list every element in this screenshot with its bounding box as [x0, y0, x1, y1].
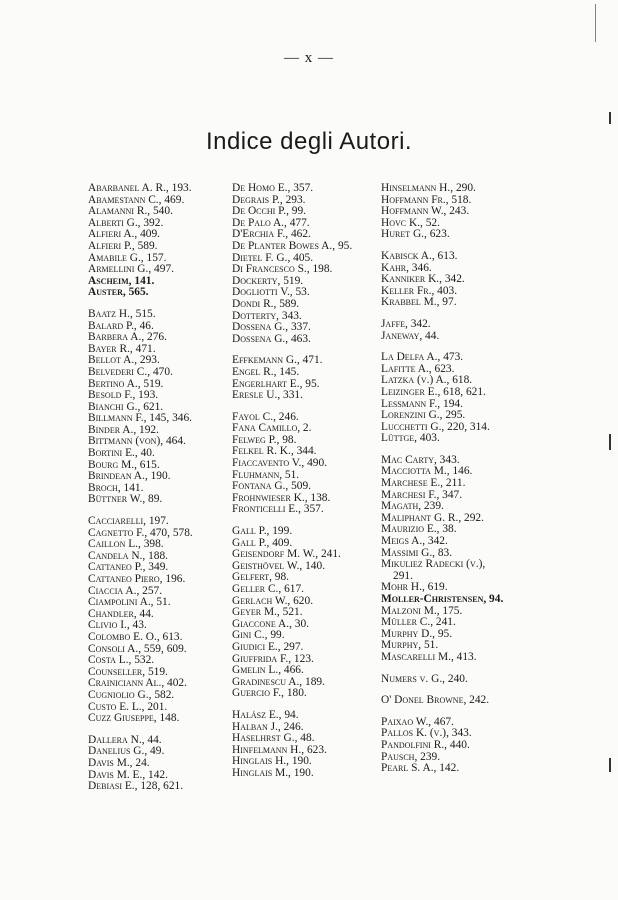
- index-entry: Alberti G., 392.: [88, 216, 164, 229]
- index-entry: Pearl S. A., 142.: [381, 762, 460, 775]
- index-entry: Broch, 141.: [88, 481, 144, 494]
- index-entry: Cuzz Giuseppe, 148.: [88, 712, 180, 725]
- index-entry: Di Francesco S., 198.: [232, 263, 333, 276]
- index-entry: Geller C., 617.: [232, 583, 305, 595]
- index-entry: Caillon L., 398.: [88, 538, 164, 551]
- scan-edge-mark: [595, 4, 596, 42]
- index-entry: Baatz H., 515.: [88, 307, 156, 320]
- index-entry: Dockerty, 519.: [232, 274, 304, 287]
- index-entry: Lafitte A., 623.: [381, 362, 455, 375]
- index-entry: Belvederi C., 470.: [88, 365, 173, 378]
- index-entry: Haselhrst G., 48.: [232, 732, 315, 745]
- index-entry: Hinselmann H., 290.: [381, 182, 476, 194]
- index-entry: Murphy D., 95.: [381, 627, 453, 640]
- index-entry: Magath, 239.: [381, 500, 444, 513]
- index-entry: Engerlhart E., 95.: [232, 377, 320, 390]
- index-entry: Auster, 565.: [88, 286, 149, 299]
- index-entry: Fontana G., 509.: [232, 480, 312, 493]
- index-entry: Pausch, 239.: [381, 750, 441, 763]
- index-entry: Dossena G., 337.: [232, 321, 311, 334]
- index-entry: De Occhi P., 99.: [232, 205, 306, 218]
- index-entry: O' Donel Browne, 242.: [381, 694, 490, 707]
- index-entry: Huret G., 623.: [381, 228, 450, 241]
- index-entry: Counseller, 519.: [88, 665, 168, 678]
- index-entry: Dietel F. G., 405.: [232, 251, 314, 264]
- index-entry: Meigs A., 342.: [381, 535, 448, 548]
- index-entry: Alamanni R., 540.: [88, 205, 173, 218]
- index-entry: La Delfa A., 473.: [381, 351, 464, 364]
- index-entry: Armellini G., 497.: [88, 263, 174, 276]
- index-entry: Degrais P., 293.: [232, 193, 306, 206]
- index-entry: Hoffmann W., 243.: [381, 205, 470, 218]
- index-entry: Davis M. E., 142.: [88, 768, 168, 781]
- index-entry: Consoli A., 559, 609.: [88, 642, 187, 655]
- index-entry: Bayer R., 471.: [88, 342, 156, 355]
- index-entry: Kabisck A., 613.: [381, 249, 458, 262]
- index-entry: Hinfelmann H., 623.: [232, 743, 327, 756]
- index-entry: Chandler, 44.: [88, 607, 154, 620]
- index-entry: Fana Camillo, 2.: [232, 422, 312, 435]
- index-column-1: [88, 183, 228, 793]
- index-entry: Eresle U., 331.: [232, 389, 303, 402]
- index-entry: Lucchetti G., 220, 314.: [381, 420, 490, 433]
- index-entry: Leizinger E., 618, 621.: [381, 385, 486, 398]
- index-entry: Gall P., 409.: [232, 536, 293, 549]
- index-entry: Bourg M., 615.: [88, 458, 160, 471]
- index-entry: Büttner W., 89.: [88, 493, 163, 506]
- index-entry: Bianchi G., 621.: [88, 400, 164, 413]
- index-entry: Gelfert, 98.: [232, 571, 290, 584]
- index-entry: Macciotta M., 146.: [381, 465, 473, 478]
- index-entry: Gerlach W., 620.: [232, 594, 314, 607]
- index-entry: Geisthövel W., 140.: [232, 559, 326, 572]
- index-entry: Geisendorf M. W., 241.: [232, 548, 341, 561]
- index-entry: Gradinescu A., 189.: [232, 675, 325, 688]
- index-entry: Marchese E., 211.: [381, 477, 466, 490]
- scan-edge-mark: [609, 758, 611, 772]
- index-entry: Felweg P., 98.: [232, 433, 297, 446]
- index-entry: Maurizio E., 38.: [381, 523, 457, 536]
- index-entry: Billmann F., 145, 346.: [88, 412, 193, 425]
- index-entry: Danelius G., 49.: [88, 745, 165, 758]
- index-entry: Fronticelli E., 357.: [232, 503, 324, 516]
- index-entry: Gmelin L., 466.: [232, 664, 304, 677]
- index-entry: Ciampolini A., 51.: [88, 596, 171, 609]
- index-entry: Cattaneo Piero, 196.: [88, 573, 186, 585]
- index-entry: Mikuliez Radecki (v.),: [381, 558, 486, 571]
- index-entry: Hoffmann Fr., 518.: [381, 193, 472, 206]
- index-entry: Abarbanel A. R., 193.: [88, 182, 192, 194]
- index-entry: Cagnetto F., 470, 578.: [88, 526, 193, 539]
- index-entry: Engel R., 145.: [232, 365, 300, 378]
- index-entry: Halban J., 246.: [232, 720, 304, 733]
- page-title: Indice degli Autori.: [205, 128, 413, 155]
- index-entry: Hinglais H., 190.: [232, 755, 312, 768]
- index-entry: Dotterty, 343.: [232, 309, 302, 322]
- index-entry: Bellot A., 293.: [88, 354, 160, 367]
- index-entry: Dallera N., 44.: [88, 733, 162, 746]
- index-entry: Balard P., 46.: [88, 319, 154, 332]
- index-entry: Cacciarelli, 197.: [88, 515, 169, 528]
- index-entry: Mohr H., 619.: [381, 581, 448, 594]
- index-entry: Paixao W., 467.: [381, 715, 454, 728]
- index-entry: Cugniolio G., 582.: [88, 688, 175, 701]
- index-entry: Barbera A., 276.: [88, 331, 167, 344]
- index-entry: Hovc K., 52.: [381, 216, 440, 229]
- index-entry: De Homo E., 357.: [232, 182, 314, 194]
- index-entry: Alfieri A., 409.: [88, 228, 161, 241]
- index-entry: Pallos K. (v.), 343.: [381, 727, 472, 740]
- index-entry: Bertino A., 519.: [88, 377, 164, 390]
- index-entry: Pandolfini R., 440.: [381, 738, 470, 751]
- index-entry: Dogliotti V., 53.: [232, 286, 310, 299]
- index-entry: Murphy, 51.: [381, 639, 439, 652]
- index-entry: Geyer M., 521.: [232, 606, 303, 619]
- index-entry: Effkemann G., 471.: [232, 354, 323, 367]
- index-entry: D'Erchia F., 462.: [232, 228, 311, 241]
- scan-edge-mark: [609, 112, 611, 124]
- index-entry: Müller C., 241.: [381, 616, 456, 629]
- index-entry: Giaccone A., 30.: [232, 617, 310, 630]
- index-entry: Numers v. G., 240.: [381, 672, 468, 685]
- index-entry: Malzoni M., 175.: [381, 604, 463, 617]
- index-entry: Alfieri P., 589.: [88, 239, 158, 252]
- index-entry: Abamestann C., 469.: [88, 193, 185, 206]
- index-entry: Bittmann (von), 464.: [88, 435, 186, 448]
- index-entry: Latzka (v.) A., 618.: [381, 374, 473, 387]
- index-entry: Ciaccia A., 257.: [88, 584, 163, 597]
- index-entry: Guercio F., 180.: [232, 687, 307, 700]
- index-entry: Ascheim, 141.: [88, 274, 155, 287]
- index-entry: Besold F., 193.: [88, 389, 159, 402]
- index-entry: Binder A., 192.: [88, 423, 159, 436]
- index-entry: Lessmann F., 194.: [381, 397, 463, 410]
- index-entry: Brindean A., 190.: [88, 470, 171, 483]
- index-entry: Jaffe, 342.: [381, 317, 431, 330]
- index-entry: Moller-Christensen, 94.: [381, 593, 504, 605]
- index-entry: Bortini E., 40.: [88, 447, 155, 460]
- index-entry: Lorenzini G., 295.: [381, 409, 466, 422]
- index-entry: Halász E., 94.: [232, 708, 299, 721]
- index-entry: Hinglais M., 190.: [232, 766, 314, 779]
- index-entry: Massimi G., 83.: [381, 546, 453, 559]
- index-entry: Debiasi E., 128, 621.: [88, 780, 184, 793]
- index-entry: Frohnwieser K., 138.: [232, 491, 331, 504]
- page-number: — x —: [284, 50, 334, 66]
- index-entry: Mascarelli M., 413.: [381, 650, 477, 663]
- index-entry: Davis M., 24.: [88, 756, 150, 769]
- index-entry: Kahr, 346.: [381, 261, 432, 274]
- index-entry: 291.: [393, 569, 413, 582]
- index-entry: Fayol C., 246.: [232, 410, 299, 423]
- index-entry: De Palo A., 477.: [232, 216, 310, 229]
- index-entry: Dossena G., 463.: [232, 332, 311, 345]
- index-column-2: [232, 183, 378, 780]
- index-entry: Fluhmann, 51.: [232, 468, 300, 481]
- index-entry: Janeway, 44.: [381, 329, 440, 342]
- index-entry: Gall P., 199.: [232, 525, 293, 538]
- index-entry: Clivio I., 43.: [88, 619, 147, 632]
- index-entry: Maliphant G. R., 292.: [381, 511, 484, 524]
- index-entry: Fiaccavento V., 490.: [232, 457, 328, 470]
- index-entry: Dondi R., 589.: [232, 297, 300, 310]
- index-entry: Felkel R. K., 344.: [232, 445, 317, 458]
- index-entry: Custo E. L., 201.: [88, 700, 168, 713]
- index-entry: Marchesi F., 347.: [381, 488, 463, 501]
- index-entry: Mac Carty, 343.: [381, 453, 460, 466]
- index-entry: De Planter Bowes A., 95.: [232, 239, 353, 252]
- index-entry: Crainiciann Al., 402.: [88, 677, 187, 690]
- index-entry: Keller Fr., 403.: [381, 284, 458, 297]
- index-entry: Gini C., 99.: [232, 629, 285, 642]
- index-column-3: [381, 183, 531, 775]
- index-entry: Kanniker K., 342.: [381, 273, 465, 286]
- index-entry: Giudici E., 297.: [232, 640, 304, 653]
- index-entry: Candela N., 188.: [88, 549, 169, 562]
- index-entry: Cattaneo P., 349.: [88, 561, 169, 574]
- index-entry: Colombo E. O., 613.: [88, 630, 183, 643]
- index-entry: Giuffrida F., 123.: [232, 652, 314, 665]
- index-entry: Lüttge, 403.: [381, 432, 440, 445]
- index-entry: Krabbel M., 97.: [381, 296, 457, 309]
- scan-edge-mark: [609, 434, 611, 450]
- index-entry: Costa L., 532.: [88, 654, 155, 667]
- index-entry: Amabile G., 157.: [88, 251, 167, 264]
